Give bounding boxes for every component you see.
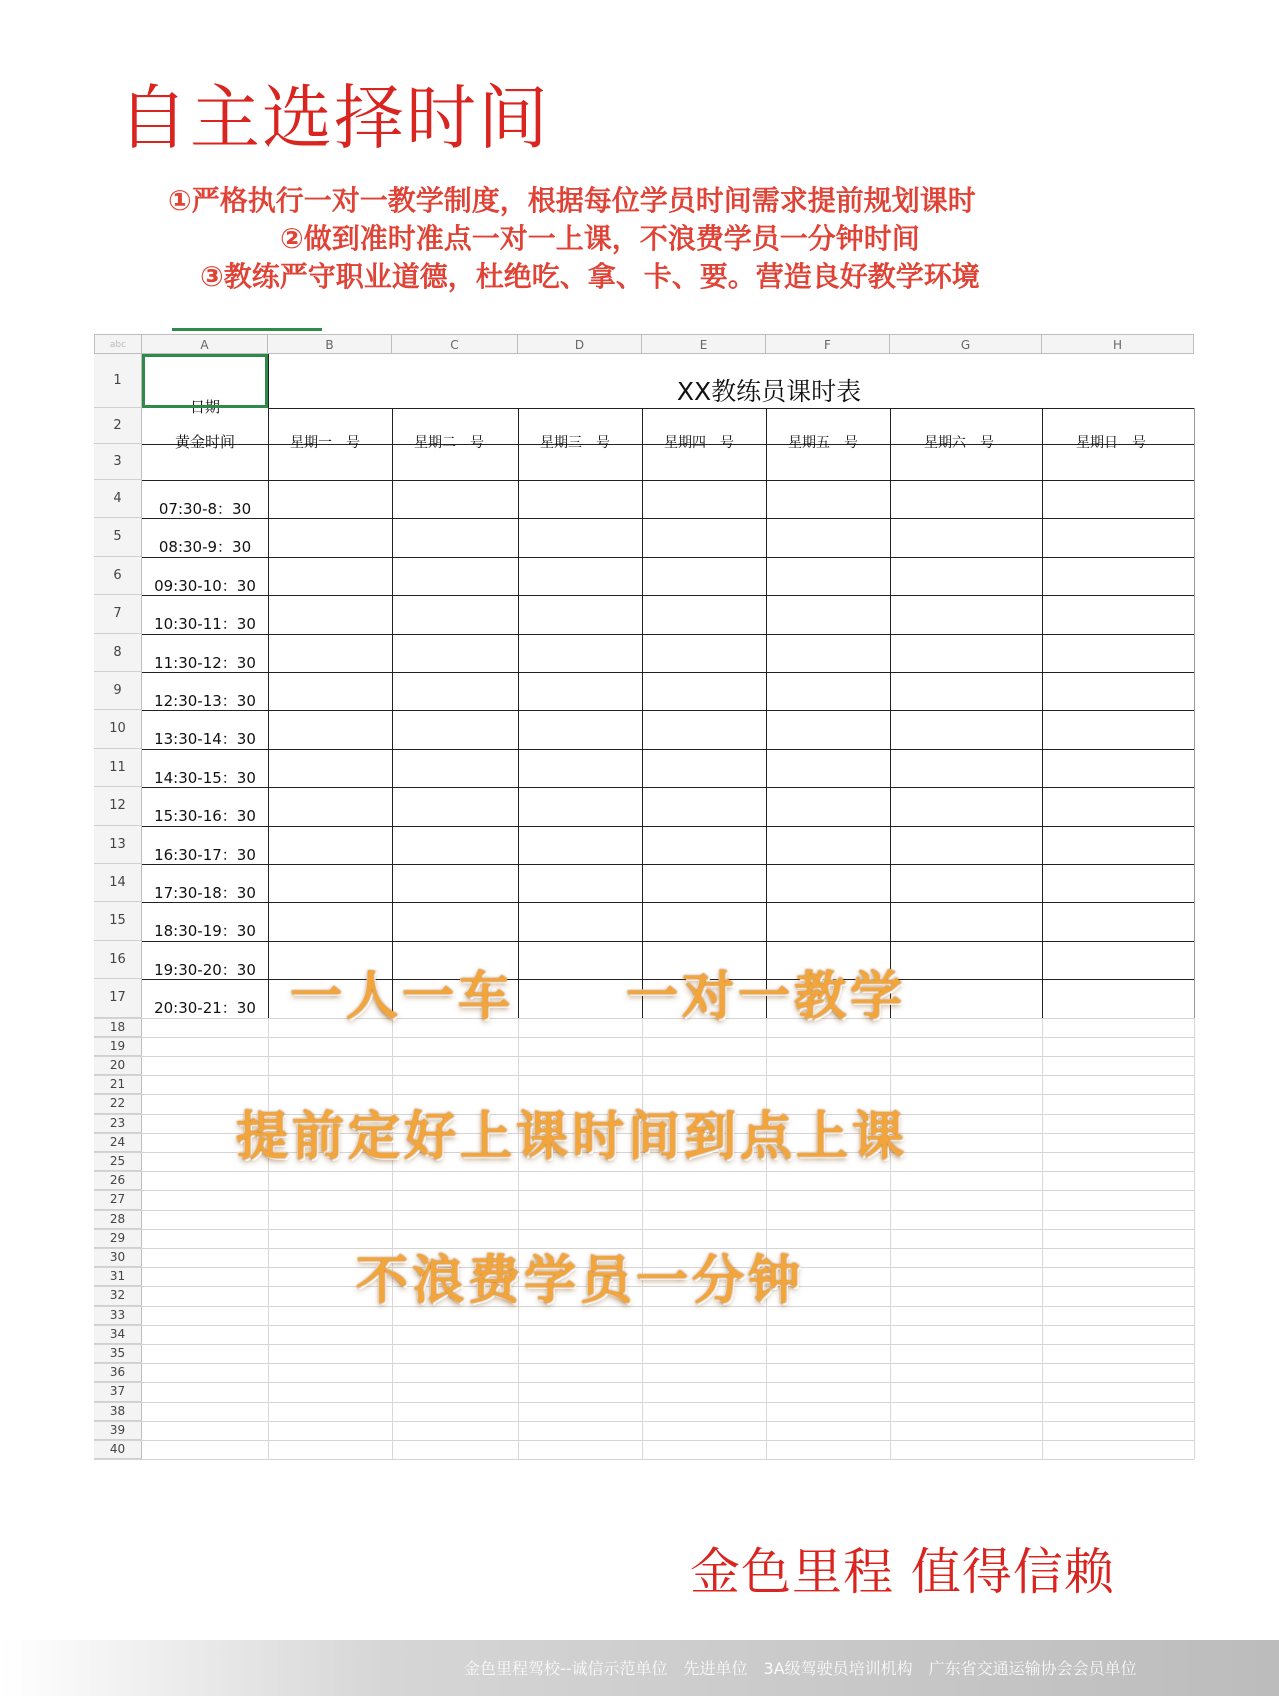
table-border [142,634,1194,635]
row-header[interactable]: 26 [94,1171,142,1190]
table-border [142,787,1194,788]
time-slot: 20:30-21：30 [154,999,256,1018]
column-header-f[interactable]: F [766,334,890,354]
weekday-header: 星期日 号 [1076,435,1146,451]
row-header[interactable]: 17 [94,979,142,1017]
row-header[interactable]: 5 [94,518,142,556]
grid-line [94,1325,1194,1326]
row-header[interactable]: 38 [94,1402,142,1421]
row-header[interactable]: 3 [94,444,142,480]
column-header-c[interactable]: C [392,334,518,354]
row-header[interactable]: 36 [94,1363,142,1382]
row-header[interactable]: 6 [94,557,142,595]
grid-line [1042,1018,1043,1460]
page-headline: 自主选择时间 [118,77,550,159]
table-border [142,557,1194,558]
row-header[interactable]: 30 [94,1248,142,1267]
row-header[interactable]: 32 [94,1286,142,1305]
row-header[interactable]: 25 [94,1152,142,1171]
weekday-header: 星期五 号 [788,435,858,451]
row-header[interactable]: 29 [94,1229,142,1248]
table-border [1042,408,1043,1018]
table-border [268,408,1194,409]
row-header[interactable]: 7 [94,595,142,633]
weekday-header: 星期三 号 [540,435,610,451]
table-border [890,408,891,1018]
time-slot: 08:30-9：30 [158,538,252,557]
date-label: 日期 [189,398,220,416]
footer-bar [0,1640,1279,1696]
time-slot: 15:30-16：30 [154,807,256,826]
row-header[interactable]: 18 [94,1018,142,1037]
weekday-header: 星期六 号 [924,435,994,451]
time-slot: 12:30-13：30 [154,692,256,710]
table-border [142,749,1194,750]
weekday-header: 星期四 号 [664,435,734,451]
grid-line [94,1190,1194,1191]
table-border [268,354,269,1018]
grid-line [94,1459,1194,1460]
column-header-g[interactable]: G [890,334,1042,354]
slogan-scheduled-class: 提前定好上课时间到点上课 [236,1107,909,1167]
grid-line [94,1210,1194,1211]
table-border [766,408,767,1018]
row-header[interactable]: 24 [94,1133,142,1152]
select-all-corner[interactable]: abc [94,334,142,354]
slogan-no-waste: 不浪费学员一分钟 [356,1251,805,1311]
row-header[interactable]: 22 [94,1094,142,1113]
column-header-b[interactable]: B [268,334,392,354]
table-border [642,408,643,1018]
grid-line [94,1402,1194,1403]
row-header[interactable]: 20 [94,1056,142,1075]
row-header[interactable]: 19 [94,1037,142,1056]
slogan-one-car: 一人一车 一对一教学 [290,967,907,1027]
timetable-title: XX教练员课时表 [676,377,862,406]
row-header[interactable]: 14 [94,864,142,902]
table-border [142,902,1194,903]
row-header[interactable]: 23 [94,1114,142,1133]
row-header[interactable]: 21 [94,1075,142,1094]
table-border [142,864,1194,865]
row-header[interactable]: 40 [94,1440,142,1459]
row-header[interactable]: 2 [94,408,142,444]
footer-text: 金色里程驾校--诚信示范单位 先进单位 3A级驾驶员培训机构 广东省交通运输协会会员单位 [464,1659,1137,1678]
row-header[interactable]: 27 [94,1190,142,1209]
row-header[interactable]: 12 [94,787,142,825]
grid-line [890,1018,891,1460]
grid-line [94,1382,1194,1383]
table-border [518,408,519,1018]
row-header[interactable]: 10 [94,710,142,748]
time-slot: 13:30-14：30 [154,730,256,749]
selected-cell-a1[interactable] [142,354,268,408]
row-header[interactable]: 34 [94,1325,142,1344]
time-slot: 14:30-15：30 [154,768,256,787]
grid-line [94,1075,1194,1076]
rule-1: ①严格执行一对一教学制度，根据每位学员时间需求提前规划课时 [168,184,976,217]
row-header[interactable]: 33 [94,1306,142,1325]
weekday-header: 星期一 号 [290,435,360,451]
table-border [142,672,1194,673]
row-header[interactable]: 8 [94,634,142,672]
grid-line [94,1421,1194,1422]
row-header[interactable]: 37 [94,1382,142,1401]
row-header[interactable]: 28 [94,1210,142,1229]
time-slot: 11:30-12：30 [154,653,256,672]
grid-line [94,1056,1194,1057]
time-slot: 19:30-20：30 [154,960,256,979]
golden-time-label: 黄金时间 [174,433,235,451]
row-header[interactable]: 11 [94,749,142,787]
row-header[interactable]: 35 [94,1344,142,1363]
row-header[interactable]: 16 [94,941,142,979]
weekday-header: 星期二 号 [414,435,484,451]
table-border [142,941,1194,942]
column-header-h[interactable]: H [1042,334,1194,354]
table-border [392,408,393,1018]
table-border [142,826,1194,827]
row-header[interactable]: 15 [94,902,142,940]
grid-line [94,1229,1194,1230]
grid-line [94,1344,1194,1345]
row-header[interactable]: 9 [94,672,142,710]
table-border [1194,408,1195,1018]
column-header-e[interactable]: E [642,334,766,354]
table-border [142,595,1194,596]
column-header-a[interactable]: A [142,334,268,354]
grid-line [1194,1018,1195,1460]
grid-line [268,1018,269,1460]
grid-line [94,1363,1194,1364]
column-header-d[interactable]: D [518,334,642,354]
table-border [142,480,1194,481]
time-slot: 18:30-19：30 [154,922,256,941]
grid-line [94,1440,1194,1441]
active-column-indicator [172,328,322,331]
rule-3: ③教练严守职业道德，杜绝吃、拿、卡、要。营造良好教学环境 [200,260,980,293]
row-header[interactable]: 39 [94,1421,142,1440]
table-border [142,518,1194,519]
time-slot: 17:30-18：30 [154,884,256,902]
time-slot: 09:30-10：30 [154,576,256,595]
row-header[interactable]: 4 [94,480,142,518]
time-slot: 10:30-11：30 [154,615,256,634]
time-slot: 07:30-8：30 [158,500,252,518]
row-header[interactable]: 31 [94,1267,142,1286]
grid-line [94,1171,1194,1172]
row-header[interactable]: 1 [94,354,142,408]
row-header[interactable]: 13 [94,826,142,864]
brand-slogan: 金色里程 值得信赖 [690,1543,1115,1601]
rule-2: ②做到准时准点一对一上课，不浪费学员一分钟时间 [280,222,920,255]
grid-line [94,1037,1194,1038]
table-border [142,710,1194,711]
time-slot: 16:30-17：30 [154,845,256,864]
